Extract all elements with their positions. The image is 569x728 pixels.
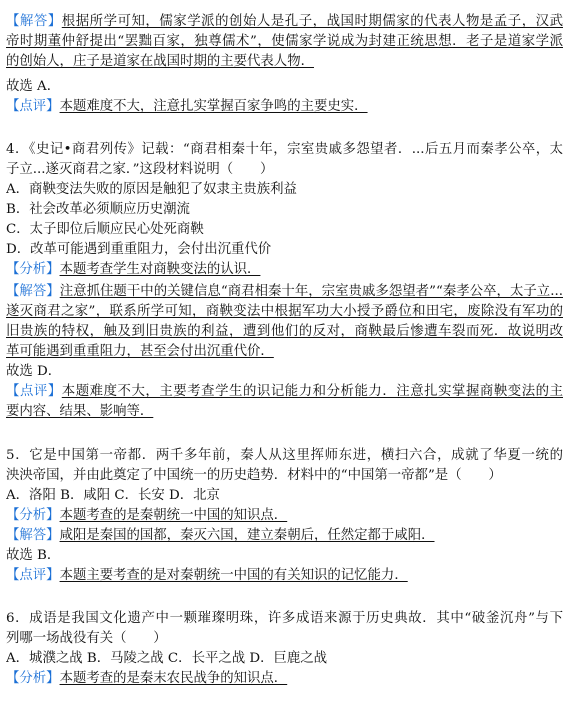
- q4-option-c: C．太子即位后顺应民心处死商鞅: [6, 222, 204, 237]
- q4-analysis-tag: 【分析】: [6, 262, 60, 277]
- q6-stem-line-2: 列哪一场战役有关（ ）: [6, 631, 167, 646]
- q4-option-b: B．社会改革必须顺应历史潮流: [6, 202, 190, 217]
- q3-answer: 故选 A．: [6, 79, 61, 94]
- q5-analysis-tag: 【分析】: [6, 508, 60, 523]
- q3-solution-line-1: 【解答】根据所学可知，儒家学派的创始人是孔子，战国时期儒家的代表人物是孟子，汉武: [6, 14, 563, 29]
- q4-solution-line-4: 革可能遇到重重阻力，甚至会付出沉重代价．: [6, 344, 274, 359]
- q3-solution-tag: 【解答】: [6, 14, 62, 29]
- q4-solution-line-2: 遂灭商君之家”，联系所学可知，商鞅变法中根据军功大小授予爵位和田宅，废除没有军功的: [6, 304, 563, 319]
- q5-solution-tag: 【解答】: [6, 528, 60, 543]
- q4-solution-line-3: 旧贵族的特权，触及到旧贵族的利益，遭到他们的反对，商鞅最后惨遭车裂而死．故说明改: [6, 324, 563, 339]
- q5-answer: 故选 B．: [6, 548, 61, 563]
- q5-stem-line-2: 泱泱帝国，并由此奠定了中国统一的历史趋势．材料中的“中国第一帝都”是（ ）: [6, 468, 502, 483]
- q6-options: A．城濮之战 B．马陵之战 C．长平之战 D．巨鹿之战: [6, 651, 328, 666]
- q3-comment-tag: 【点评】: [6, 99, 60, 114]
- q4-stem-line-1: 4．《史记•商君列传》记载：“商君相秦十年，宗室贵戚多怨望者．...后五月而秦孝公卒，太: [6, 142, 563, 157]
- q6-stem-line-1: 6．成语是我国文化遗产中一颗璀璨明珠，许多成语来源于历史典故．其中“破釜沉舟”与下: [6, 611, 563, 626]
- q3-comment: 【点评】本题难度不大，注意扎实掌握百家争鸣的主要史实．: [6, 99, 368, 114]
- q5-options: A．洛阳 B．咸阳 C．长安 D．北京: [6, 488, 220, 503]
- q5-stem-line-1: 5．它是中国第一帝都．两千多年前，秦人从这里挥师东进，横扫六合，成就了华夏一统的: [6, 448, 563, 463]
- q5-comment: 【点评】本题主要考查的是对秦朝统一中国的有关知识的记忆能力．: [6, 568, 408, 583]
- q4-comment-tag: 【点评】: [6, 384, 62, 399]
- q4-comment-line-1: 【点评】本题难度不大，主要考查学生的识记能力和分析能力．注意扎实掌握商鞅变法的主: [6, 384, 563, 399]
- q4-solution-tag: 【解答】: [6, 284, 60, 299]
- q5-comment-tag: 【点评】: [6, 568, 60, 583]
- q3-solution-line-3: 的创始人，庄子是道家在战国时期的主要代表人物．: [6, 54, 314, 69]
- q4-comment-line-2: 要内容、结果、影响等．: [6, 404, 154, 419]
- q4-option-d: D．改革可能遇到重重阻力，会付出沉重代价: [6, 242, 272, 257]
- q5-analysis: 【分析】本题考查的是秦朝统一中国的知识点．: [6, 508, 288, 523]
- q5-solution: 【解答】咸阳是秦国的国都，秦灭六国，建立秦朝后，任然定都于咸阳．: [6, 528, 435, 543]
- q3-solution-line-2: 帝时期董仲舒提出“罢黜百家，独尊儒术”，使儒家学说成为封建正统思想．老子是道家学派: [6, 34, 563, 49]
- q4-stem-line-2: 子立...遂灭商君之家．”这段材料说明（ ）: [6, 162, 274, 177]
- q4-analysis: 【分析】本题考查学生对商鞅变法的认识．: [6, 262, 261, 277]
- q6-analysis-tag: 【分析】: [6, 671, 60, 686]
- q4-solution-line-1: 【解答】注意抓住题干中的关键信息“商君相秦十年，宗室贵戚多怨望者”“秦孝公卒，太子立...: [6, 284, 563, 299]
- q6-analysis: 【分析】本题考查的是秦末农民战争的知识点．: [6, 671, 288, 686]
- q4-answer: 故选 D．: [6, 364, 62, 379]
- q4-option-a: A．商鞅变法失败的原因是触犯了奴隶主贵族利益: [6, 182, 297, 197]
